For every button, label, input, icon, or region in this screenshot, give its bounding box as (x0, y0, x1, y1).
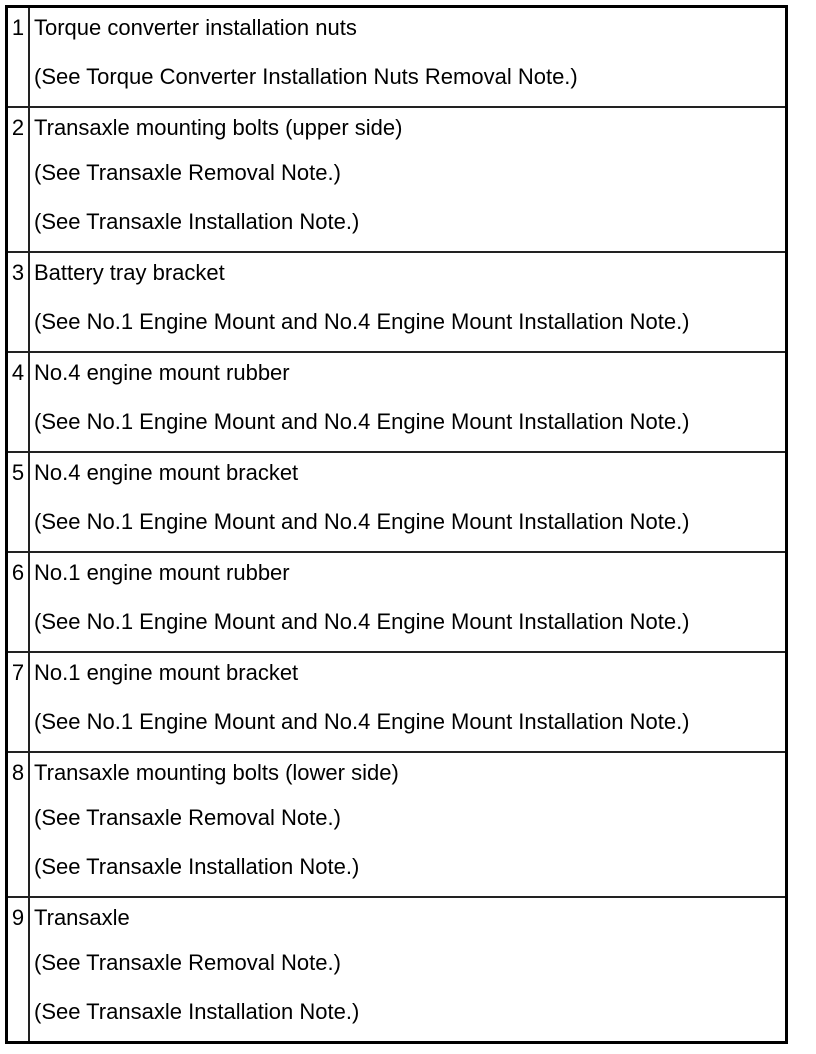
item-note: (See Torque Converter Installation Nuts Removal Note.) (34, 64, 578, 89)
parts-table (5, 5, 788, 1044)
item-description (29, 752, 787, 897)
item-note: (See Transaxle Removal Note.) (34, 805, 341, 830)
item-description (29, 452, 787, 552)
item-number: 5 (7, 452, 30, 552)
table-row (7, 752, 787, 897)
item-title: Torque converter installation nuts (34, 15, 357, 40)
item-number: 1 (7, 7, 30, 108)
item-description (29, 652, 787, 752)
parts-table-body (7, 7, 787, 1043)
item-note: (See Transaxle Installation Note.) (34, 854, 360, 879)
item-note: (See No.1 Engine Mount and No.4 Engine Mount Installation Note.) (34, 309, 690, 334)
table-row (7, 352, 787, 452)
table-row (7, 107, 787, 252)
table-row (7, 897, 787, 1043)
item-title: Transaxle mounting bolts (upper side) (34, 115, 403, 140)
item-description (29, 352, 787, 452)
item-title: No.1 engine mount bracket (34, 660, 299, 685)
item-description (29, 897, 787, 1043)
item-note: (See Transaxle Installation Note.) (34, 209, 360, 234)
item-description (29, 552, 787, 652)
item-number: 4 (7, 352, 30, 452)
item-note: (See Transaxle Removal Note.) (34, 950, 341, 975)
item-description (29, 7, 787, 108)
item-note: (See No.1 Engine Mount and No.4 Engine Mount Installation Note.) (34, 509, 690, 534)
item-title: No.4 engine mount bracket (34, 460, 299, 485)
item-note: (See Transaxle Installation Note.) (34, 999, 360, 1024)
item-title: Transaxle (34, 905, 130, 930)
item-number: 6 (7, 552, 30, 652)
table-row (7, 652, 787, 752)
item-title: Battery tray bracket (34, 260, 225, 285)
item-number: 7 (7, 652, 30, 752)
item-note: (See Transaxle Removal Note.) (34, 160, 341, 185)
item-title: No.1 engine mount rubber (34, 560, 290, 585)
item-title: No.4 engine mount rubber (34, 360, 290, 385)
table-row (7, 452, 787, 552)
item-note: (See No.1 Engine Mount and No.4 Engine Mount Installation Note.) (34, 709, 690, 734)
table-row (7, 252, 787, 352)
item-number: 3 (7, 252, 30, 352)
table-row (7, 7, 787, 108)
table-row (7, 552, 787, 652)
item-note: (See No.1 Engine Mount and No.4 Engine Mount Installation Note.) (34, 609, 690, 634)
item-title: Transaxle mounting bolts (lower side) (34, 760, 399, 785)
item-note: (See No.1 Engine Mount and No.4 Engine Mount Installation Note.) (34, 409, 690, 434)
item-number: 2 (7, 107, 30, 252)
item-number: 8 (7, 752, 30, 897)
item-description (29, 107, 787, 252)
item-number: 9 (7, 897, 30, 1043)
item-description (29, 252, 787, 352)
